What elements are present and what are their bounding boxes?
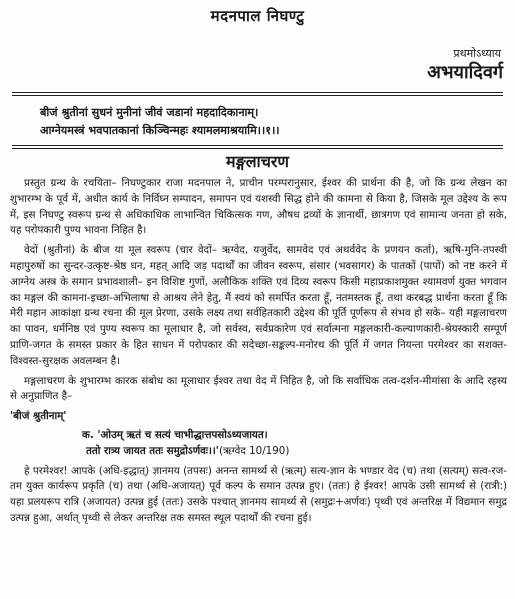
section-title: मङ्गलाचरण	[226, 152, 289, 171]
sanskrit-line-2-text: ततो रात्र्य जायत ततः समुद्रोऽर्णवः।।'	[86, 444, 219, 457]
verse-top-rule-thin	[12, 95, 503, 96]
body-text	[10, 176, 507, 531]
paragraph-4: हे परमेश्वर! आपके (अधि-इद्धात्) ज्ञानमय (तपसः) अनन्त सामर्थ्य से (ऋत्म्) सत्य-ज्ञान के भण्डार वेद (च) तथा (सत्यम्) सत्व-रज-तम युक्त कार्यरूप प्रकृति (च) तथा (अधि-अजायत्) पूर्व कल्प के समान उत्पन्न हुए। (ततः) हे ईश्वर! आपके उसी सामर्थ्य से (रात्री:) यहा प्रलयरूप रात्रि (अजायत) उत्पन्न हुई (ततः) उसके पश्चात् ज्ञानमय सामर्थ्य से (समुद्रः+अर्णवः) पृथ्वी एवं अन्तरिक्ष में विद्यमान समुद्र उत्पन्न हुआ, अर्थात् पृथ्वी से लेकर अन्तरिक्ष तक समस्त स्थूल पदार्थों की रचना हुई।	[10, 464, 507, 524]
paragraph-2: वेदों (श्रुतीनां) के बीज या मूल स्वरूप (चार वेदों– ऋग्वेद, यजुर्वेद, सामवेद एवं अथर्ववेद के प्रणयन कर्ता), ऋषि-मुनि-तपस्वी महापुरुषों का सुन्दर-उत्कृष्ट-श्रेष्ठ धन, महत् आदि जड़ पदार्थों का जीवन स्वरूप, संसार (भवसागर) के पातकों (पापों) को नष्ट करने में आग्नेय अस्त्र के समान प्रभावशाली– इन विशिष्ट गुणों, अलौकिक शक्ति एवं दिव्य स्वरूप किसी महाप्रकाशमुक्त श्यामवर्ण युक्त भगवान का मङ्गल की कामना-इच्छा-अभिलाषा से आश्रय लेने हेतु, मैं स्वयं को समर्पित करता हूँ, नतमस्तक हूँ, तथा करबद्ध प्रार्थना करता हूँ कि मेरी महान आकांक्षा ग्रन्थ रचना की मूल प्रेरणा, उसके लक्ष्य तथा सर्वहितकारी उद्देश्य की पूर्ति पूर्णरूप से संभव हो सके– यही मङ्गलाचरण का पावन, धर्मनिष्ठ एवं पुण्य स्वरूप का मूलाधार है, जो सर्वस्व, सर्वप्रकारेण एवं सर्वात्मना मङ्गलकारी-कल्याणकारी-श्रेयस्कारी सम्पूर्ण प्राणि-जगत के समस्त प्रकार के हित साधन में परोपकार की सदेच्छा-सङ्कल्प-मनोरथ की पूर्ति में जगत नियन्ता परमेश्वर का सशक्त-विश्वस्त-सुरक्षक अवलम्बन है।	[10, 244, 507, 367]
sanskrit-line-2	[10, 444, 507, 460]
verse-bottom-rule-thin	[12, 145, 503, 146]
quote-heading: 'बीजं श्रुतीनाम्'	[10, 410, 67, 423]
verse-bottom-rule	[12, 148, 503, 149]
sanskrit-line-1: क. 'ओउम् ऋतं च सत्यं चाभीद्धात्तपसोऽध्यजायत।	[82, 428, 268, 441]
sanskrit-reference: (ऋग्वेद 10/190)	[218, 444, 290, 457]
verse-line-1: बीजं श्रुतीनां सुधनं मुनीनां जीवं जडानां महदादिकानाम्।	[40, 106, 259, 119]
chapter-number: प्रथमोऽध्याय	[453, 47, 501, 60]
opening-verse	[40, 104, 485, 140]
chapter-title: अभयादिवर्ग	[427, 62, 503, 83]
verse-top-rule	[12, 92, 503, 93]
verse-line-2: आग्नेयमस्त्रं भवपातकानां किञ्चिन्महः श्यामलमाश्रयामि।।१।।	[40, 124, 280, 137]
paragraph-3: मङ्गलाचरण के शुभारम्भ कारक संबोध का मूलाधार ईश्वर तथा वेद में निहित है, जो कि सर्वाधिक तत्व-दर्शन-मीमांसा के आदि रहस्य से अनुप्राणित है–	[10, 374, 507, 403]
paragraph-1: प्रस्तुत ग्रन्थ के रचयिता– निघण्टुकार राजा मदनपाल ने, प्राचीन परम्परानुसार, ईश्वर की प्रार्थना की है, जो कि ग्रन्थ लेखन का शुभारम्भ के पूर्व में, अधीत कार्य के निर्विघ्न सम्पादन, समापन एवं यशस्वी सिद्ध होने की कामना से किया है, जिसके मूल उद्देश्य के रूप में, इस निघण्टु स्वरूप ग्रन्थ से अधिकाधिक लाभान्वित चिकित्सक गण, औषध द्रव्यों के ज्ञानार्थी, छात्रगण एवं सामान्य जनता हो सके, यह परोपकारी पुण्य भावना निहित है।	[10, 177, 507, 237]
running-head: मदनपाल निघण्टु	[210, 7, 305, 25]
